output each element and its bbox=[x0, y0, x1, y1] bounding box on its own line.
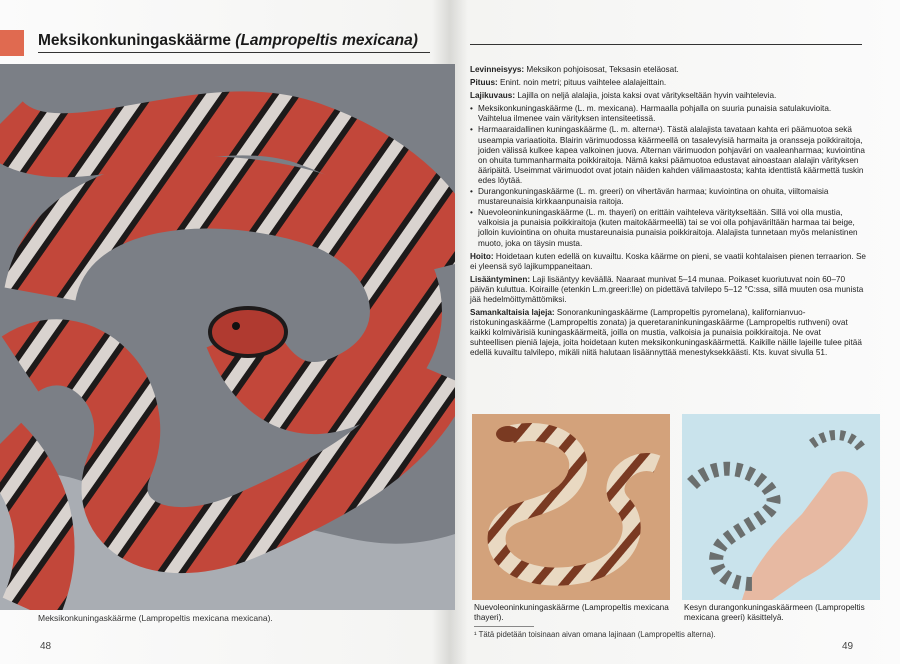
greeri-photo bbox=[682, 414, 880, 600]
footnote-rule bbox=[474, 626, 534, 627]
greeri-caption: Kesyn durangonkuningaskäärmeen (Lampropeltis mexicana greeri) käsittelyä. bbox=[684, 603, 865, 622]
page-number-right: 49 bbox=[842, 641, 854, 652]
list-item: • Meksikonkuningaskäärme (L. m. mexicana). Harmaalla pohjalla on suuria punaisia satulakuvioita. Vaihtelua ilmenee vain värityksen intensiteetissä. bbox=[470, 104, 866, 124]
footnote: ¹ Tätä pidetään toisinaan aivan omana lajinaan (Lampropeltis alterna). bbox=[474, 630, 716, 639]
chapter-tab bbox=[0, 30, 24, 56]
subspecies-list bbox=[470, 104, 866, 248]
reproduction-paragraph: Lisääntyminen: Laji lisääntyy keväällä. Naaraat munivat 5–14 munaa. Poikaset kuoriutuvat noin 60–70 päivän kuluttua. Koiraille (etenkin L.m.greeri:lle) on pidettävä talvilepo 5–12 °C:ssa, sillä muuten osa munista jää hedelmöittymättömiksi. bbox=[470, 274, 864, 304]
thayeri-caption: Nuevoleoninkuningaskäärme (Lampropeltis mexicana thayeri). bbox=[474, 603, 669, 622]
length-paragraph: Pituus: Enint. noin metri; pituus vaihtelee alalajeittain. bbox=[470, 78, 667, 88]
title-rule bbox=[38, 52, 430, 53]
list-item: • Durangonkuningaskäärme (L. m. greeri) on vihertävän harmaa; kuviointina on ohuita, viiltomaisia mustareunaisia kirkkaanpunaisia raitoja. bbox=[470, 187, 866, 207]
page-title bbox=[38, 32, 418, 50]
distribution-paragraph: Levinneisyys: Meksikon pohjoisosat, Teksasin eteläosat. bbox=[470, 65, 679, 74]
care-paragraph: Hoito: Hoidetaan kuten edellä on kuvailtu. Koska käärme on pieni, se vaatii kohtalaisen pienen terraarion. Se ei yleensä syö lajikumppaneitaan. bbox=[470, 251, 866, 271]
thayeri-photo bbox=[472, 414, 670, 600]
list-item: • Nuevoleoninkuningaskäärme (L. m. thayeri) on erittäin vaihteleva väritykseltään. Sillä voi olla mustia, valkoisia ja punaisia poikkiraitoja (kuten maitokäärmeellä) tai se voi olla pohjaväriltään harmaa tai beige, jolloin kuviointina on ohuita mustareunaisia punaisia poikkiraitoja. Alalajista tunnetaan myös melanistinen muoto, joka on täysin musta. bbox=[470, 208, 866, 248]
main-photo-caption: Meksikonkuningaskäärme (Lampropeltis mexicana mexicana). bbox=[38, 613, 273, 623]
header-rule bbox=[470, 44, 862, 45]
page-number-left: 48 bbox=[40, 641, 52, 652]
main-snake-photo bbox=[0, 64, 455, 610]
title-latin: (Lampropeltis mexicana) bbox=[235, 32, 418, 49]
title-common: Meksikonkuningaskäärme bbox=[38, 32, 231, 49]
description-paragraph: Lajikuvaus: Lajilla on neljä alalajia, joista kaksi ovat väritykseltään hyvin vaihtelevia. bbox=[470, 91, 777, 101]
similar-species-paragraph: Samankaltaisia lajeja: Sonorankuningaskäärme (Lampropeltis pyromelana), kalifornianvuoristokuningaskäärme (Lampropeltis zonata) ja queretaraninkuningaskäärme (Lampropeltis ruthveni) ovat kaikki kolmivärisiä kuningaskäärmeitä, joilla on mustia, valkoisia ja punaisia poikkiraitoja. Ne ovat suhteellisen pieniä lajeja, joita hoidetaan kuten meksikonkuningaskäärmettä. Kaikille näille lajeille tulee pitää edellä kuvailtu talvilepo, mikäli niitä halutaan lisäännyttää menestyksekkäästi. Kts. kuvat sivulla 51. bbox=[470, 308, 862, 358]
species-text bbox=[470, 65, 866, 362]
list-item: • Harmaaraidallinen kuningaskäärme (L. m. alterna¹). Tästä alalajista tavataan kahta eri päämuotoa sekä useampia variaatioita. Blairin värimuodossa käärmeellä on tasalevyisiä harmaita ja oransseja poikkiraitoja, joiden välissä kulkee kapea valkoinen juova. Alternan värimuodon pohjaväri on vaaleanharmaa; kuviointina on ohuita tummanharmaita poikkiraitoja. Nämä kaksi päämuotoa edustavat ainoastaan alalajin värityksen ääripäitä. Useimmat värimuodot ovat jotain näiden kahden välimaastosta; kahta identtistä käärmettä tuskin edes löytää. bbox=[470, 125, 866, 186]
